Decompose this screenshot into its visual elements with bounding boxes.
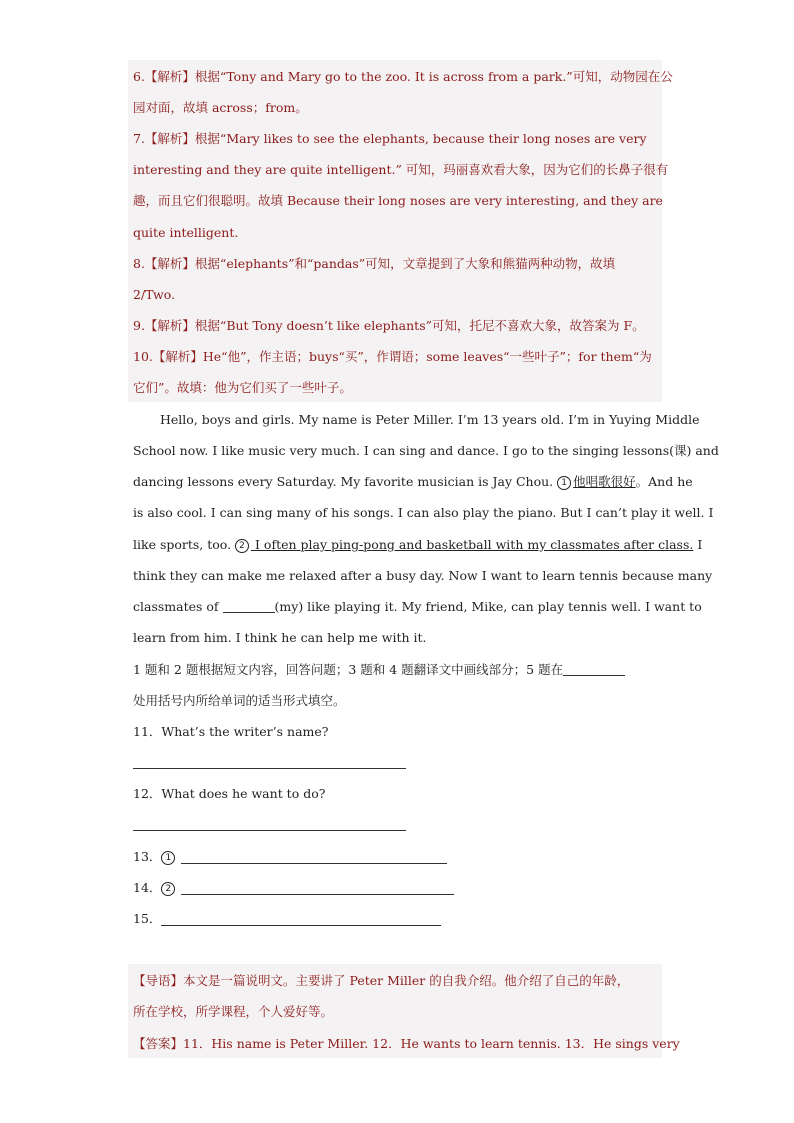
passage-line-8: learn from him. I think he can help me with it.	[133, 630, 427, 645]
question-14	[133, 879, 177, 897]
passage-line-7-end: (my) like playing it. My friend, Mike, can play tennis well. I want to	[274, 599, 702, 614]
underlined-sentence-1: 他唱歌很好	[573, 474, 636, 489]
question-14-number: 14．	[133, 880, 162, 895]
analysis-q10-line1: 10.【解析】He“他”，作主语；buys“买”，作谓语；some leaves“一些叶子”；for them“为	[133, 349, 652, 364]
analysis-q7-line3: 趣，而且它们很聪明。故填 Because their long noses are very interesting, and they are	[133, 193, 663, 208]
passage-line-5	[133, 536, 702, 554]
circled-number-2-q14: 2	[161, 882, 175, 896]
passage-line-7-start: classmates of	[133, 599, 223, 614]
answer-line-14[interactable]	[181, 894, 454, 895]
answer-line-summary: 【答案】11．His name is Peter Miller. 12．He wants to learn tennis. 13．He sings very	[133, 1036, 680, 1051]
question-13	[133, 848, 177, 866]
passage-line-3-start: dancing lessons every Saturday. My favorite musician is Jay Chou.	[133, 474, 558, 489]
analysis-q6-line2: 园对面，故填 across；from。	[133, 100, 308, 115]
analysis-q7-line4: quite intelligent.	[133, 225, 239, 240]
instructions-blank	[563, 675, 625, 676]
passage-line-4: is also cool. I can sing many of his songs. I can also play the piano. But I can’t play it well. I	[133, 505, 714, 520]
question-15: 15．	[133, 911, 162, 926]
guide-line-1: 【导语】本文是一篇说明文。主要讲了 Peter Miller 的自我介绍。他介绍了自己的年龄，	[133, 973, 630, 988]
blank-gap[interactable]	[223, 612, 275, 613]
answer-line-13[interactable]	[181, 863, 447, 864]
question-13-number: 13．	[133, 849, 162, 864]
passage-line-3-end: 。And he	[635, 474, 693, 489]
underlined-sentence-2: I often play ping-pong and basketball with my classmates after class.	[251, 537, 694, 552]
answer-line-11[interactable]	[133, 768, 406, 769]
circled-number-2: 2	[235, 539, 249, 553]
answer-line-12[interactable]	[133, 830, 406, 831]
passage-line-6: think they can make me relaxed after a busy day. Now I want to learn tennis because many	[133, 568, 713, 583]
analysis-q8-line2: 2/Two.	[133, 287, 176, 302]
question-11: 11．What’s the writer’s name?	[133, 724, 329, 739]
passage-line-3	[133, 473, 693, 491]
analysis-q7-line1: 7.【解析】根据“Mary likes to see the elephants, because their long noses are very	[133, 131, 647, 146]
analysis-q10-line2: 它们”。故填：他为它们买了一些叶子。	[133, 380, 352, 395]
circled-number-1: 1	[557, 476, 571, 490]
analysis-q6-line1: 6.【解析】根据“Tony and Mary go to the zoo. It is across from a park.”可知，动物园在公	[133, 69, 673, 84]
guide-line-2: 所在学校，所学课程，个人爱好等。	[133, 1004, 334, 1019]
passage-line-1: Hello, boys and girls. My name is Peter Miller. I’m 13 years old. I’m in Yuying Middle	[160, 412, 700, 427]
passage-line-5-start: like sports, too.	[133, 537, 236, 552]
analysis-q8-line1: 8.【解析】根据“elephants”和“pandas”可知，文章提到了大象和熊猫两种动物，故填	[133, 256, 616, 271]
analysis-q7-line2: interesting and they are quite intelligent.” 可知，玛丽喜欢看大象，因为它们的长鼻子很有	[133, 162, 669, 177]
passage-line-2: School now. I like music very much. I can sing and dance. I go to the singing lessons(课) and	[133, 443, 719, 458]
answer-line-15[interactable]	[161, 925, 441, 926]
passage-line-5-end: I	[693, 537, 703, 552]
circled-number-1-q13: 1	[161, 851, 175, 865]
instructions-line-2: 处用括号内所给单词的适当形式填空。	[133, 693, 346, 708]
instructions-text-1: 1 题和 2 题根据短文内容，回答问题；3 题和 4 题翻译文中画线部分；5 题在	[133, 662, 564, 677]
passage-line-7	[133, 598, 702, 616]
analysis-q9-line1: 9.【解析】根据“But Tony doesn’t like elephants”可知，托尼不喜欢大象，故答案为 F。	[133, 318, 645, 333]
instructions-line-1	[133, 661, 625, 679]
question-12: 12．What does he want to do?	[133, 786, 326, 801]
